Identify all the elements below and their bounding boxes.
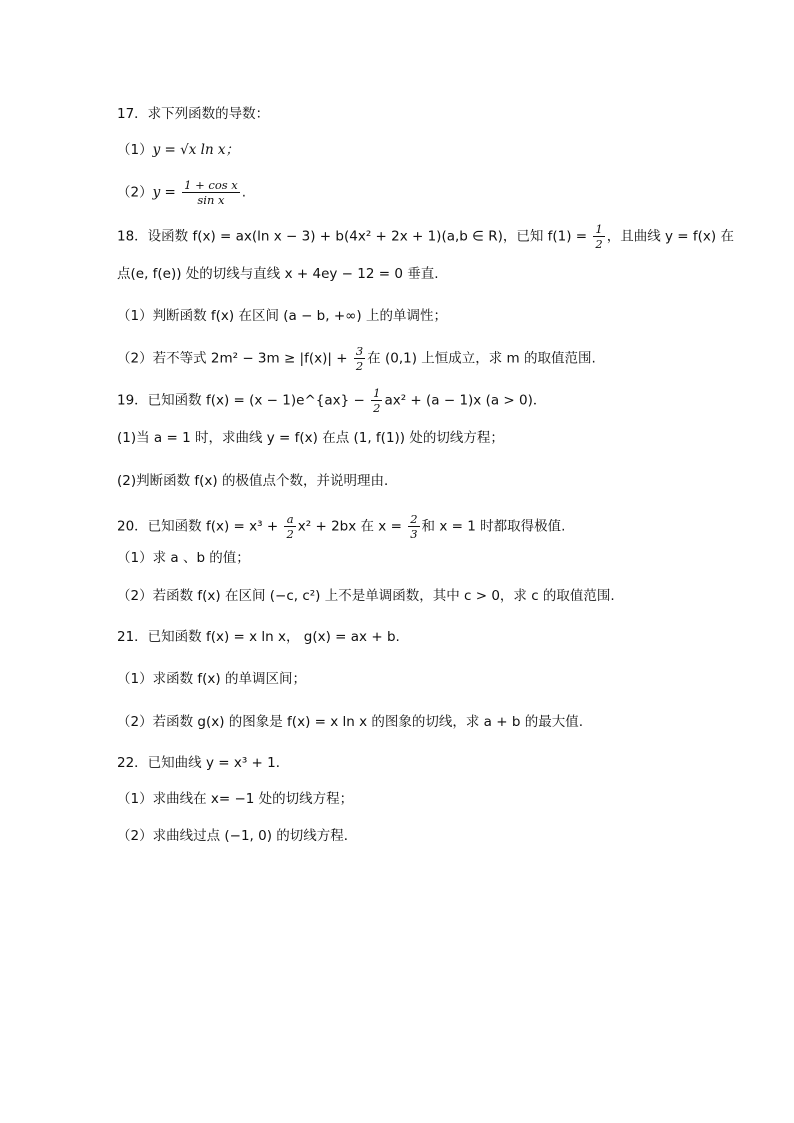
- q20-line1-a: 20．已知函数 f(x) = x³ +: [117, 518, 279, 535]
- q19-line1-a: 19．已知函数 f(x) = (x − 1)e^{ax} −: [117, 392, 365, 409]
- q18-line1-a: 18．设函数 f(x) = ax(ln x − 3) + b(4x² + 2x + 1)(a,b ∈ R)，已知 f(1) =: [117, 228, 588, 245]
- q18-part2-fraction: [354, 344, 365, 373]
- q21-part1: （1）求函数 f(x) 的单调区间；: [117, 671, 306, 687]
- q17-title: 17．求下列函数的导数：: [117, 106, 270, 122]
- q20-fraction2-den: 3: [410, 527, 418, 541]
- q18-line1: [117, 222, 734, 251]
- q17-part2-end: .: [241, 184, 247, 201]
- q18-fraction: [593, 222, 604, 251]
- q17-part2: [117, 178, 246, 207]
- q17-part2-denominator: sin x: [197, 193, 225, 207]
- q20-line1-c: 和 x = 1 时都取得极值.: [421, 518, 566, 535]
- q18-line1-b: ，且曲线 y = f(x) 在: [606, 228, 734, 245]
- q20-fraction1-num: a: [284, 512, 295, 527]
- q22-part2: （2）求曲线过点 (−1, 0) 的切线方程．: [117, 828, 358, 844]
- q17-part1-label: （1）: [117, 142, 153, 158]
- q19-part1: (1)当 a = 1 时，求曲线 y = f(x) 在点 (1, f(1)) 处的切线方程；: [117, 430, 504, 446]
- q20-fraction2: [408, 512, 419, 541]
- q17-part2-fraction: [182, 178, 240, 207]
- q18-part2: [117, 344, 596, 373]
- q20-part2: （2）若函数 f(x) 在区间 (−c, c²) 上不是单调函数，其中 c > 0，求 c 的取值范围.: [117, 588, 615, 604]
- q21-part2: （2）若函数 g(x) 的图象是 f(x) = x ln x 的图象的切线，求 a + b 的最大值.: [117, 714, 583, 730]
- q19-part2: (2)判断函数 f(x) 的极值点个数，并说明理由．: [117, 473, 398, 489]
- q18-line2: 点(e, f(e)) 处的切线与直线 x + 4ey − 12 = 0 垂直.: [117, 266, 439, 282]
- q18-part2-b: 在 (0,1) 上恒成立，求 m 的取值范围.: [367, 350, 596, 367]
- q20-fraction1: [284, 512, 295, 541]
- q20-line1: [117, 512, 565, 541]
- q18-part1: （1）判断函数 f(x) 在区间 (a − b, +∞) 上的单调性；: [117, 308, 447, 324]
- q18-part2-den: 2: [355, 359, 364, 373]
- q19-fraction-den: 2: [373, 401, 381, 415]
- q19-line1: [117, 386, 546, 415]
- q19-fraction-num: 1: [373, 386, 381, 400]
- q17-part2-numerator: 1 + cos x: [184, 178, 238, 192]
- q20-fraction2-num: 2: [410, 512, 418, 526]
- q19-fraction: [371, 386, 382, 415]
- q18-part2-num: 3: [355, 344, 364, 358]
- q17-part1: [117, 140, 239, 160]
- q20-line1-b: x² + 2bx 在 x =: [297, 518, 402, 535]
- q22-part1: （1）求曲线在 x= −1 处的切线方程；: [117, 791, 354, 807]
- q21-line1: 21．已知函数 f(x) = x ln x， g(x) = ax + b.: [117, 629, 400, 645]
- q18-fraction-num: 1: [595, 222, 603, 236]
- q22-line1: 22．已知曲线 y = x³ + 1．: [117, 755, 290, 771]
- q18-fraction-den: 2: [595, 237, 603, 251]
- q17-part2-lhs: y =: [152, 184, 176, 201]
- q18-part2-a: （2）若不等式 2m² − 3m ≥ |f(x)| +: [117, 350, 348, 367]
- q20-part1: （1）求 a 、b 的值；: [117, 550, 250, 566]
- q17-part1-expr: y = √x ln x；: [152, 142, 240, 158]
- q17-part2-label: （2）: [117, 184, 153, 201]
- q19-line1-b: ax² + (a − 1)x (a > 0)．: [384, 392, 547, 409]
- q20-fraction1-den: 2: [286, 527, 294, 541]
